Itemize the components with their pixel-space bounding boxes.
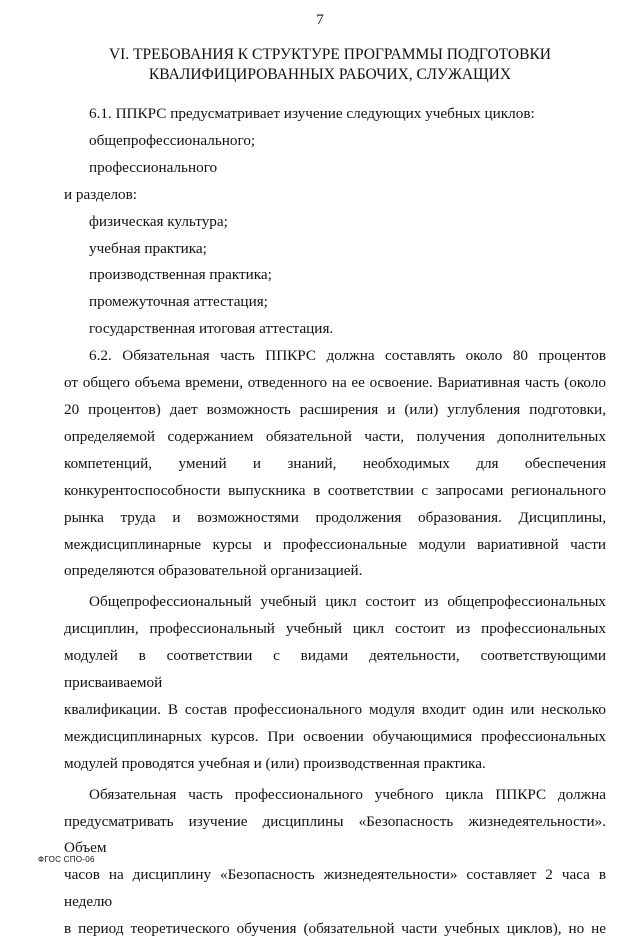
list-item-cycle: профессионального [89, 158, 218, 176]
footer-code: ФГОС СПО-06 [38, 855, 95, 864]
section-6-1 [64, 101, 606, 343]
sections-intro: и разделов: [64, 185, 138, 203]
paragraph-line: дисциплин, профессиональный учебный цикл состоит из профессиональных [64, 620, 606, 638]
paragraph-line: предусматривать изучение дисциплины «Безопасность жизнедеятельности». Объем [64, 812, 606, 857]
heading-line-2: КВАЛИФИЦИРОВАННЫХ РАБОЧИХ, СЛУЖАЩИХ [148, 66, 512, 83]
list-item-section: производственная практика; [89, 266, 272, 284]
paragraph-line: конкурентоспособности выпускника в соответствии с запросами регионального [64, 481, 606, 499]
paragraph-line: модулей в соответствии с видами деятельности, соответствующими присваиваемой [64, 647, 606, 692]
heading-line-1: VI. ТРЕБОВАНИЯ К СТРУКТУРЕ ПРОГРАММЫ ПОДГОТОВКИ [108, 46, 551, 63]
paragraph-line: 6.2. Обязательная часть ППКРС должна составлять около 80 процентов [89, 347, 606, 365]
paragraph-cycle [64, 589, 606, 777]
list-item-cycle: общепрофессионального; [89, 131, 256, 149]
list-item-section: учебная практика; [89, 239, 207, 257]
paragraph-line: междисциплинарных курсов. При освоении обучающимися профессиональных [64, 727, 606, 745]
paragraph-line: определяются образовательной организацией. [64, 562, 363, 580]
paragraph-line: модулей проводятся учебная и (или) производственная практика. [64, 754, 486, 772]
paragraph-safety [64, 782, 606, 943]
paragraph-line: компетенций, умений и знаний, необходимых для обеспечения [64, 454, 606, 472]
paragraph-line: междисциплинарные курсы и профессиональные модули вариативной части [64, 535, 606, 553]
paragraph-line: 20 процентов) дает возможность расширения и (или) углубления подготовки, [64, 400, 606, 418]
list-item-section: государственная итоговая аттестация. [89, 320, 334, 338]
paragraph-line: рынка труда и возможностями продолжения образования. Дисциплины, [64, 508, 606, 526]
paragraph-line: от общего объема времени, отведенного на ее освоение. Вариативная часть (около [64, 374, 606, 392]
paragraph-line: квалификации. В состав профессионального модуля входит один или несколько [64, 700, 606, 718]
paragraph-line: Обязательная часть профессионального учебного цикла ППКРС должна [89, 785, 606, 803]
document-body [64, 101, 606, 943]
paragraph-line: часов на дисциплину «Безопасность жизнедеятельности» составляет 2 часа в неделю [64, 866, 606, 911]
paragraph-line: в период теоретического обучения (обязательной части учебных циклов), но не [64, 920, 606, 938]
list-item-section: физическая культура; [89, 212, 228, 230]
section-heading [60, 45, 600, 85]
section-6-2 [64, 343, 606, 585]
section-6-1-intro: 6.1. ППКРС предусматривает изучение следующих учебных циклов: [89, 105, 535, 122]
page-number: 7 [316, 12, 324, 28]
list-item-section: промежуточная аттестация; [89, 293, 268, 311]
paragraph-line: Общепрофессиональный учебный цикл состоит из общепрофессиональных [89, 593, 606, 611]
paragraph-line: определяемой содержанием обязательной части, получения дополнительных [64, 427, 606, 445]
